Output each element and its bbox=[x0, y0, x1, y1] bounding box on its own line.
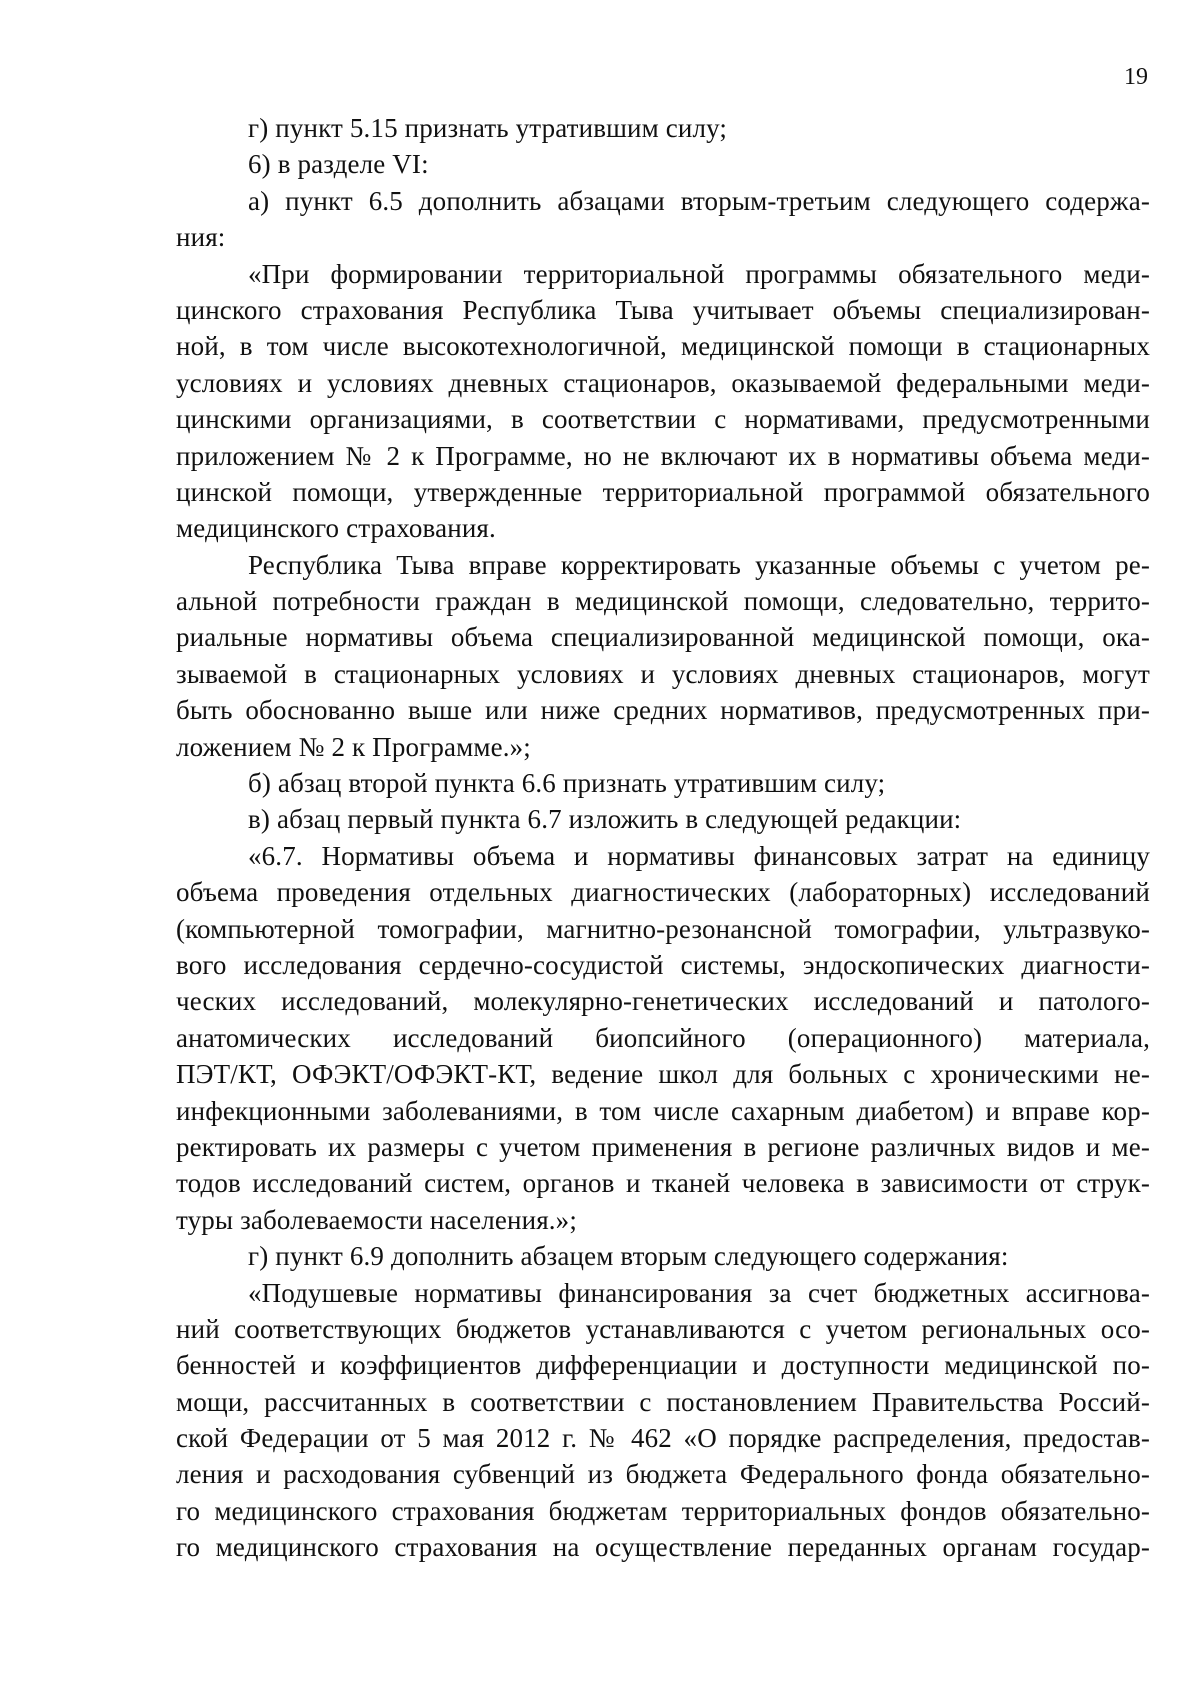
text-line: 6) в разделе VI: bbox=[248, 149, 429, 180]
text-line: туры заболеваемости населения.»; bbox=[176, 1204, 577, 1235]
text-line: анатомических исследований биопсийного (операционного) материала, bbox=[176, 1022, 1150, 1053]
text-line: цинскими организациями, в соответствии с нормативами, предусмотренными bbox=[176, 404, 1150, 435]
text-line: ской Федерации от 5 мая 2012 г. № 462 «О порядке распределения, предостав- bbox=[176, 1423, 1150, 1454]
text-line: г) пункт 5.15 признать утратившим силу; bbox=[248, 113, 728, 143]
text-line: «Подушевые нормативы финансирования за счет бюджетных ассигнова- bbox=[248, 1277, 1150, 1308]
text-line: го медицинского страхования бюджетам территориальных фондов обязательно- bbox=[176, 1495, 1150, 1526]
text-line: тодов исследований систем, органов и тканей человека в зависимости от струк- bbox=[176, 1168, 1150, 1199]
page-number: 19 bbox=[1124, 64, 1148, 90]
text-line: в) абзац первый пункта 6.7 изложить в следующей редакции: bbox=[248, 804, 962, 835]
text-line: условиях и условиях дневных стационаров, оказываемой федеральными меди- bbox=[176, 367, 1150, 398]
text-line: приложением № 2 к Программе, но не включают их в нормативы объема меди- bbox=[176, 440, 1150, 471]
text-line: б) абзац второй пункта 6.6 признать утратившим силу; bbox=[248, 768, 886, 799]
text-line: Республика Тыва вправе корректировать указанные объемы с учетом ре- bbox=[248, 549, 1150, 580]
text-line: цинской помощи, утвержденные территориальной программой обязательного bbox=[176, 476, 1150, 507]
text-line: цинского страхования Республика Тыва учитывает объемы специализирован- bbox=[176, 294, 1150, 325]
text-line: ной, в том числе высокотехнологичной, медицинской помощи в стационарных bbox=[176, 331, 1150, 362]
text-line: (компьютерной томографии, магнитно-резонансной томографии, ультразвуко- bbox=[176, 913, 1150, 944]
text-line: объема проведения отдельных диагностических (лабораторных) исследований bbox=[176, 877, 1150, 908]
text-line: мощи, рассчитанных в соответствии с постановлением Правительства Россий- bbox=[176, 1386, 1150, 1417]
text-line: инфекционными заболеваниями, в том числе сахарным диабетом) и вправе кор- bbox=[176, 1095, 1150, 1126]
text-line: ческих исследований, молекулярно-генетических исследований и патолого- bbox=[176, 986, 1150, 1017]
text-line: ния: bbox=[176, 222, 226, 253]
text-line: альной потребности граждан в медицинской помощи, следовательно, террито- bbox=[176, 586, 1150, 617]
text-line: ления и расходования субвенций из бюджета Федерального фонда обязательно- bbox=[176, 1459, 1150, 1490]
text-line: вого исследования сердечно-сосудистой системы, эндоскопических диагности- bbox=[176, 949, 1150, 980]
text-line: «При формировании территориальной программы обязательного меди- bbox=[248, 258, 1150, 289]
text-line: медицинского страхования. bbox=[176, 513, 496, 544]
text-line: г) пункт 6.9 дополнить абзацем вторым следующего содержания: bbox=[248, 1241, 1009, 1272]
text-line: «6.7. Нормативы объема и нормативы финансовых затрат на единицу bbox=[248, 840, 1150, 871]
text-line: зываемой в стационарных условиях и условиях дневных стационаров, могут bbox=[176, 658, 1150, 689]
text-line: риальные нормативы объема специализированной медицинской помощи, ока- bbox=[176, 622, 1150, 653]
text-line: а) пункт 6.5 дополнить абзацами вторым-третьим следующего содержа- bbox=[248, 185, 1150, 216]
text-line: ректировать их размеры с учетом применения в регионе различных видов и ме- bbox=[176, 1131, 1150, 1162]
document-body bbox=[176, 110, 1150, 1566]
text-line: ний соответствующих бюджетов устанавливаются с учетом региональных осо- bbox=[176, 1313, 1150, 1344]
text-line: ложением № 2 к Программе.»; bbox=[176, 731, 531, 762]
text-line: быть обоснованно выше или ниже средних нормативов, предусмотренных при- bbox=[176, 695, 1150, 726]
text-line: ПЭТ/КТ, ОФЭКТ/ОФЭКТ-КТ, ведение школ для больных с хроническими не- bbox=[176, 1059, 1150, 1090]
text-line: го медицинского страхования на осуществление переданных органам государ- bbox=[176, 1532, 1150, 1563]
text-line: бенностей и коэффициентов дифференциации и доступности медицинской по- bbox=[176, 1350, 1150, 1381]
